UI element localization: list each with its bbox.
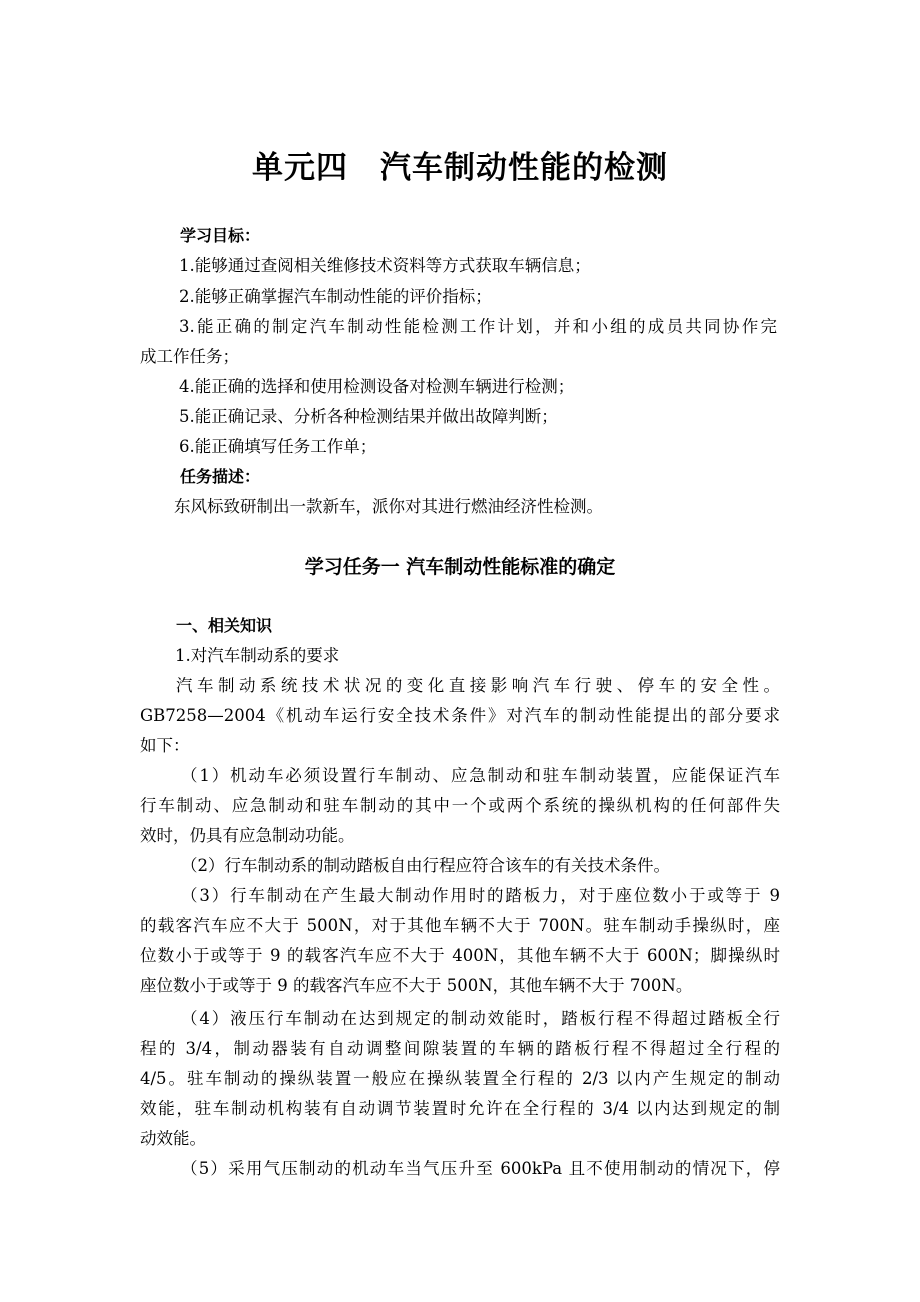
requirement-line: 动效能。: [140, 1129, 206, 1148]
objective-item: 3.能正确的制定汽车制动性能检测工作计划，并和小组的成员共同协作完: [179, 317, 777, 336]
requirement-line: （4）液压行车制动在达到规定的制动效能时，踏板行程不得超过踏板全行: [181, 1009, 780, 1028]
requirement-line: 的载客汽车应不大于 500N，对于其他车辆不大于 700N。驻车制动手操纵时，座: [140, 916, 780, 935]
paragraph-line: 如下：: [140, 736, 190, 755]
objective-item-continuation: 成工作任务；: [140, 347, 239, 366]
requirement-line: （2）行车制动系的制动踏板自由行程应符合该车的有关技术条件。: [181, 856, 670, 875]
requirement-line: （5）采用气压制动的机动车当气压升至 600kPa 且不使用制动的情况下，停: [181, 1159, 780, 1178]
requirement-line: 行车制动、应急制动和驻车制动的其中一个或两个系统的操纵机构的任何部件失: [140, 796, 780, 815]
page-title: 单元四 汽车制动性能的检测: [252, 150, 668, 186]
requirement-line: 座位数小于或等于 9 的载客汽车应不大于 500N，其他车辆不大于 700N。: [140, 976, 693, 995]
objectives-heading: 学习目标：: [180, 226, 261, 245]
task-heading: 任务描述：: [180, 467, 261, 486]
objective-item: 1.能够通过查阅相关维修技术资料等方式获取车辆信息；: [179, 256, 591, 275]
requirement-line: （1）机动车必须设置行车制动、应急制动和驻车制动装置，应能保证汽车: [181, 766, 780, 785]
objective-item: 2.能够正确掌握汽车制动性能的评价指标；: [179, 287, 492, 306]
requirement-line: 程的 3/4，制动器装有自动调整间隙装置的车辆的踏板行程不得超过全行程的: [140, 1039, 780, 1058]
requirement-line: 效能，驻车制动机构装有自动调节装置时允许在全行程的 3/4 以内达到规定的制: [140, 1099, 780, 1118]
requirement-line: 4/5。驻车制动的操纵装置一般应在操纵装置全行程的 2/3 以内产生规定的制动: [140, 1069, 780, 1088]
section-title: 学习任务一 汽车制动性能标准的确定: [304, 556, 616, 578]
document-page: [140, 0, 780, 1302]
objective-item: 6.能正确填写任务工作单；: [179, 437, 377, 456]
objective-item: 5.能正确记录、分析各种检测结果并做出故障判断；: [179, 407, 558, 426]
requirement-line: 效时，仍具有应急制动功能。: [140, 826, 355, 845]
paragraph-line: 汽车制动系统技术状况的变化直接影响汽车行驶、停车的安全性。: [176, 676, 780, 695]
requirement-line: 位数小于或等于 9 的载客汽车应不大于 400N，其他车辆不大于 600N；脚操纵时: [140, 946, 780, 965]
paragraph-line: GB7258—2004《机动车运行安全技术条件》对汽车的制动性能提出的部分要求: [140, 706, 780, 725]
task-description: 东风标致研制出一款新车，派你对其进行燃油经济性检测。: [174, 497, 603, 516]
objective-item: 4.能正确的选择和使用检测设备对检测车辆进行检测；: [179, 377, 575, 396]
knowledge-heading: 一、相关知识: [176, 616, 273, 635]
item-heading: 1.对汽车制动系的要求: [175, 646, 340, 665]
requirement-line: （3）行车制动在产生最大制动作用时的踏板力，对于座位数小于或等于 9: [181, 886, 780, 905]
